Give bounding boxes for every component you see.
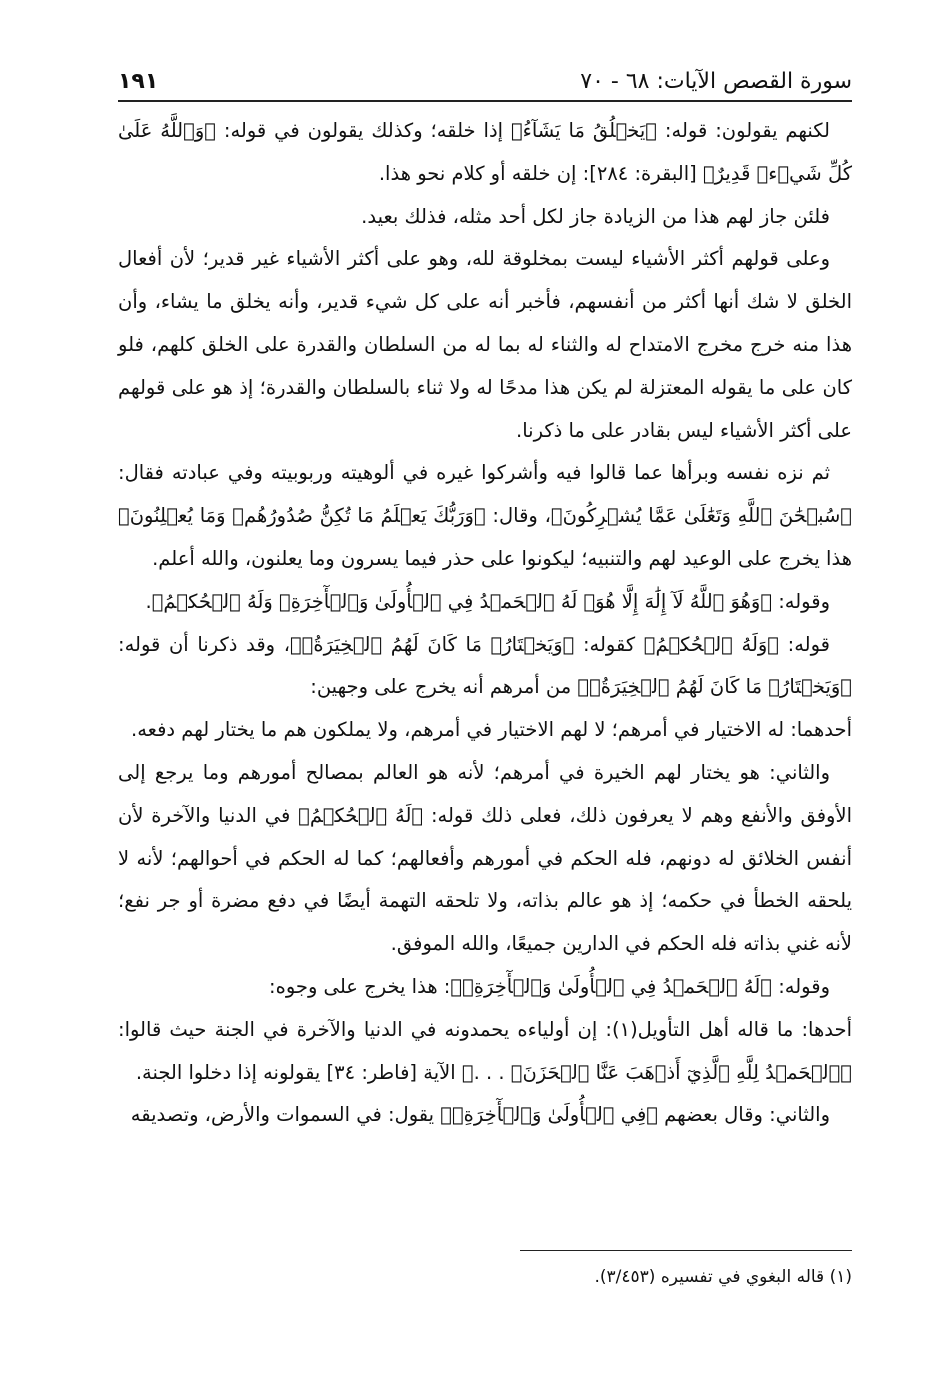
page-number: ١٩١ xyxy=(118,69,159,94)
paragraph: أحدها: ما قاله أهل التأويل(١): إن أولياءه يحمدونه في الدنيا والآخرة في الجنة حيث قالوا: ﴿ٱلۡحَمۡدُ لِلَّهِ ٱلَّذِيٓ أَذۡهَبَ عَنَّا ٱلۡحَزَنَۖ . . .﴾ الآية [فاطر: ٣٤] يقولونه إذا دخلوا الجنة. xyxy=(118,1017,852,1084)
paragraph: وقوله: ﴿وَهُوَ ٱللَّهُ لَآ إِلَٰهَ إِلَّا هُوَۖ لَهُ ٱلۡحَمۡدُ فِي ٱلۡأُولَىٰ وَٱلۡأٓخِرَةِۖ وَلَهُ ٱلۡحُكۡمُ﴾. xyxy=(145,589,830,613)
page-header xyxy=(118,54,852,94)
main-text xyxy=(118,110,852,1137)
paragraph: قوله: ﴿وَلَهُ ٱلۡحُكۡمُ﴾ كقوله: ﴿وَيَخۡتَارُۗ مَا كَانَ لَهُمُ ٱلۡخِيَرَةُۚ﴾، وقد ذكرنا أن قوله: ﴿وَيَخۡتَارُۗ مَا كَانَ لَهُمُ ٱلۡخِيَرَةُۚ﴾ من أمرهم أنه يخرج على وجهين: xyxy=(118,632,852,699)
paragraph: أحدهما: له الاختيار في أمرهم؛ لا لهم الاختيار في أمرهم، ولا يملكون هم ما يختار لهم دفعه. xyxy=(131,718,852,742)
paragraph: وقوله: ﴿لَهُ ٱلۡحَمۡدُ فِي ٱلۡأُولَىٰ وَٱلۡأٓخِرَةِۖ﴾: هذا يخرج على وجوه: xyxy=(269,974,830,998)
running-title: سورة القصص الآيات: ٦٨ - ٧٠ xyxy=(580,69,852,94)
footnote: (١) قاله البغوي في تفسيره (٣/٤٥٣). xyxy=(594,1267,852,1287)
paragraph: والثاني: هو يختار لهم الخيرة في أمرهم؛ لأنه هو العالم بمصالح أمورهم وما يرجع إلى الأوفق والأنفع وهم لا يعرفون ذلك، فعلى ذلك قوله: ﴿لَهُ ٱلۡحُكۡمُ﴾ في الدنيا والآخرة لأن أنفس الخلائق له دونهم، فله الحكم في أمورهم وأفعالهم؛ كما له الحكم في أحوالهم؛ لأنه لا يلحقه الخطأ في حكمه؛ إذ هو عالم بذاته، ولا تلحقه التهمة أيضًا في دفع مضرة أو جر نفع؛ لأنه غني بذاته فله الحكم في الدارين جميعًا، والله الموفق. xyxy=(118,760,852,956)
paragraph: وعلى قولهم أكثر الأشياء ليست بمخلوقة لله، وهو على أكثر الأشياء غير قدير؛ لأن أفعال الخلق لا شك أنها أكثر من أنفسهم، فأخبر أنه على كل شيء قدير، وأنه يخلق ما يشاء، وأن هذا منه خرج مخرج الامتداح له والثناء له بما له من السلطان والقدرة على الخلق كلهم، فلو كان على ما يقوله المعتزلة لم يكن هذا مدحًا له ولا ثناء بالسلطان والقدرة؛ إذ هو على قولهم على أكثر الأشياء ليس بقادر على ما ذكرنا. xyxy=(118,247,852,442)
paragraph: ثم نزه نفسه وبرأها عما قالوا فيه وأشركوا غيره في ألوهيته وربوبيته وفي عبادته فقال: ﴿سُبۡحَٰنَ ٱللَّهِ وَتَعَٰلَىٰ عَمَّا يُشۡرِكُونَ﴾، وقال: ﴿وَرَبُّكَ يَعۡلَمُ مَا تُكِنُّ صُدُورُهُمۡ وَمَا يُعۡلِنُونَ﴾ هذا يخرج على الوعيد لهم والتنبيه؛ ليكونوا على حذر فيما يسرون وما يعلنون، والله أعلم. xyxy=(118,461,852,570)
footnote-rule xyxy=(520,1250,852,1251)
header-rule xyxy=(118,100,852,102)
paragraph: والثاني: وقال بعضهم ﴿فِي ٱلۡأُولَىٰ وَٱلۡأٓخِرَةِۖ﴾ يقول: في السموات والأرض، وتصديقه xyxy=(130,1103,830,1127)
paragraph: لكنهم يقولون: قوله: ﴿يَخۡلُقُ مَا يَشَآءُ﴾ إذا خلقه؛ وكذلك يقولون في قوله: ﴿وَٱللَّهُ عَلَىٰ كُلِّ شَيۡءٖ قَدِيرٌ﴾ [البقرة: ٢٨٤]: إن خلقه أو كلام نحو هذا. xyxy=(118,119,852,185)
paragraph: فلئن جاز لهم هذا من الزيادة جاز لكل أحد مثله، فذلك بعيد. xyxy=(361,204,830,228)
